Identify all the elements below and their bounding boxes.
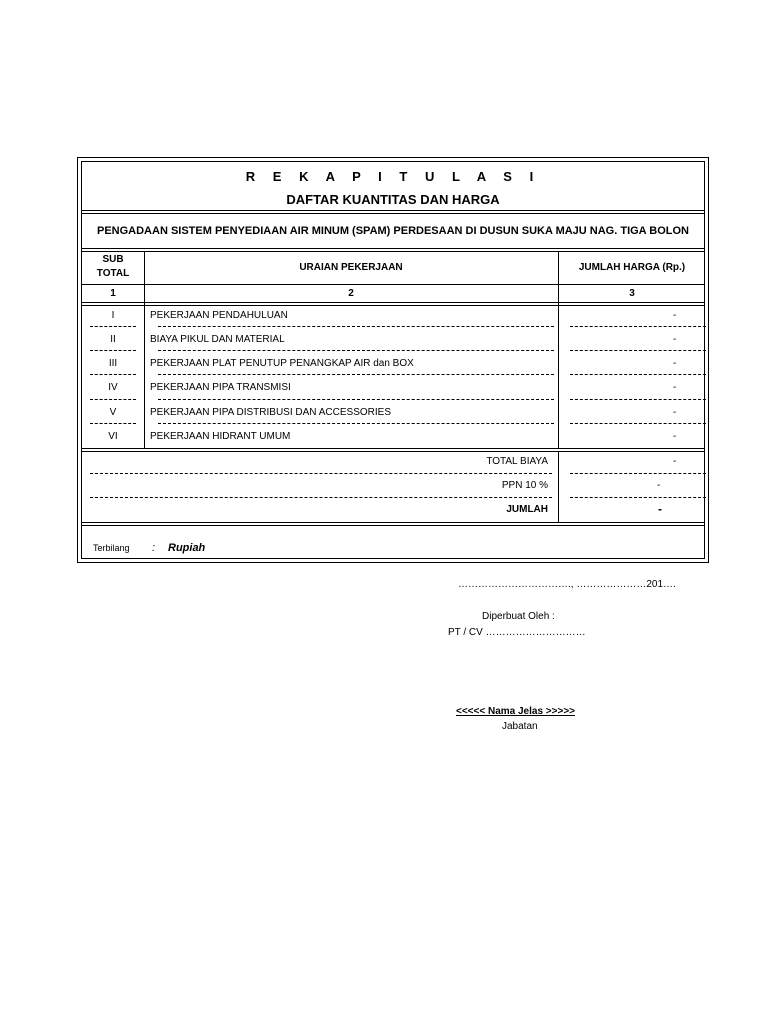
dashed-separator [570,423,706,424]
dashed-separator [158,326,554,327]
dashed-separator [570,326,706,327]
doc-title: R E K A P I T U L A S I [245,169,541,184]
col-number-3: 3 [629,288,635,299]
divider [82,525,704,526]
column-line [558,451,559,522]
divider [82,248,704,249]
dashed-separator [90,374,136,375]
dashed-separator [90,326,136,327]
divider [82,302,704,303]
row-number: IV [108,382,118,393]
row-number: I [111,310,115,321]
ppn-value: - [657,480,661,491]
project-title: PENGADAAN SISTEM PENYEDIAAN AIR MINUM (SPAM) PERDESAAN DI DUSUN SUKA MAJU NAG. TIGA BOLON [97,225,689,237]
row-description: PEKERJAAN PIPA DISTRIBUSI DAN ACCESSORIES [150,407,391,418]
row-description: PEKERJAAN PIPA TRANSMISI [150,382,291,393]
col-header-uraian: URAIAN PEKERJAAN [299,262,403,273]
signer-name: <<<<< Nama Jelas >>>>> [456,706,575,717]
jumlah-value: - [658,502,662,516]
dashed-separator [570,473,706,474]
made-by-label: Diperbuat Oleh : [482,611,555,622]
row-number: V [109,407,117,418]
divider [82,251,704,252]
row-price: - [673,382,677,393]
doc-subtitle: DAFTAR KUANTITAS DAN HARGA [286,192,500,207]
divider [82,284,704,285]
row-number: III [108,358,118,369]
divider [82,522,704,523]
terbilang-value: Rupiah [168,542,206,554]
row-number: VI [108,431,118,442]
divider [82,451,704,452]
company-line: PT / CV ………………………… [448,627,586,638]
dashed-separator [158,374,554,375]
divider [82,213,704,214]
row-description: PEKERJAAN HIDRANT UMUM [150,431,291,442]
dashed-separator [90,473,552,474]
signer-position: Jabatan [502,721,538,732]
row-price: - [673,358,677,369]
row-price: - [673,431,677,442]
divider [82,448,704,449]
col-header-sub-line1: SUB [102,254,124,265]
dashed-separator [570,350,706,351]
col-header-sub-line2: TOTAL [96,268,130,279]
dashed-separator [158,350,554,351]
divider [82,305,704,306]
divider [82,210,704,211]
column-line [558,251,559,448]
row-price: - [673,407,677,418]
terbilang-colon: : [152,542,156,554]
total-biaya-label: TOTAL BIAYA [486,456,548,467]
dashed-separator [90,350,136,351]
ppn-label: PPN 10 % [501,480,548,491]
dashed-separator [570,497,706,498]
total-biaya-value: - [673,456,677,467]
row-description: BIAYA PIKUL DAN MATERIAL [150,334,285,345]
dashed-separator [570,374,706,375]
jumlah-label: JUMLAH [506,504,548,515]
recap-table [81,161,705,559]
row-description: PEKERJAAN PENDAHULUAN [150,310,288,321]
dashed-separator [90,497,552,498]
col-number-2: 2 [348,288,354,299]
dashed-separator [158,423,554,424]
row-description: PEKERJAAN PLAT PENUTUP PENANGKAP AIR dan BOX [150,358,414,369]
terbilang-label: Terbilang [93,543,130,553]
col-number-1: 1 [110,288,116,299]
dashed-separator [90,423,136,424]
row-price: - [673,310,677,321]
place-date-line: ……………………………., …………………201…. [458,579,676,590]
dashed-separator [90,399,136,400]
column-line [144,251,145,448]
dashed-separator [158,399,554,400]
col-header-jumlah: JUMLAH HARGA (Rp.) [578,262,686,273]
dashed-separator [570,399,706,400]
recap-table-frame [77,157,709,563]
row-price: - [673,334,677,345]
row-number: II [110,334,116,345]
